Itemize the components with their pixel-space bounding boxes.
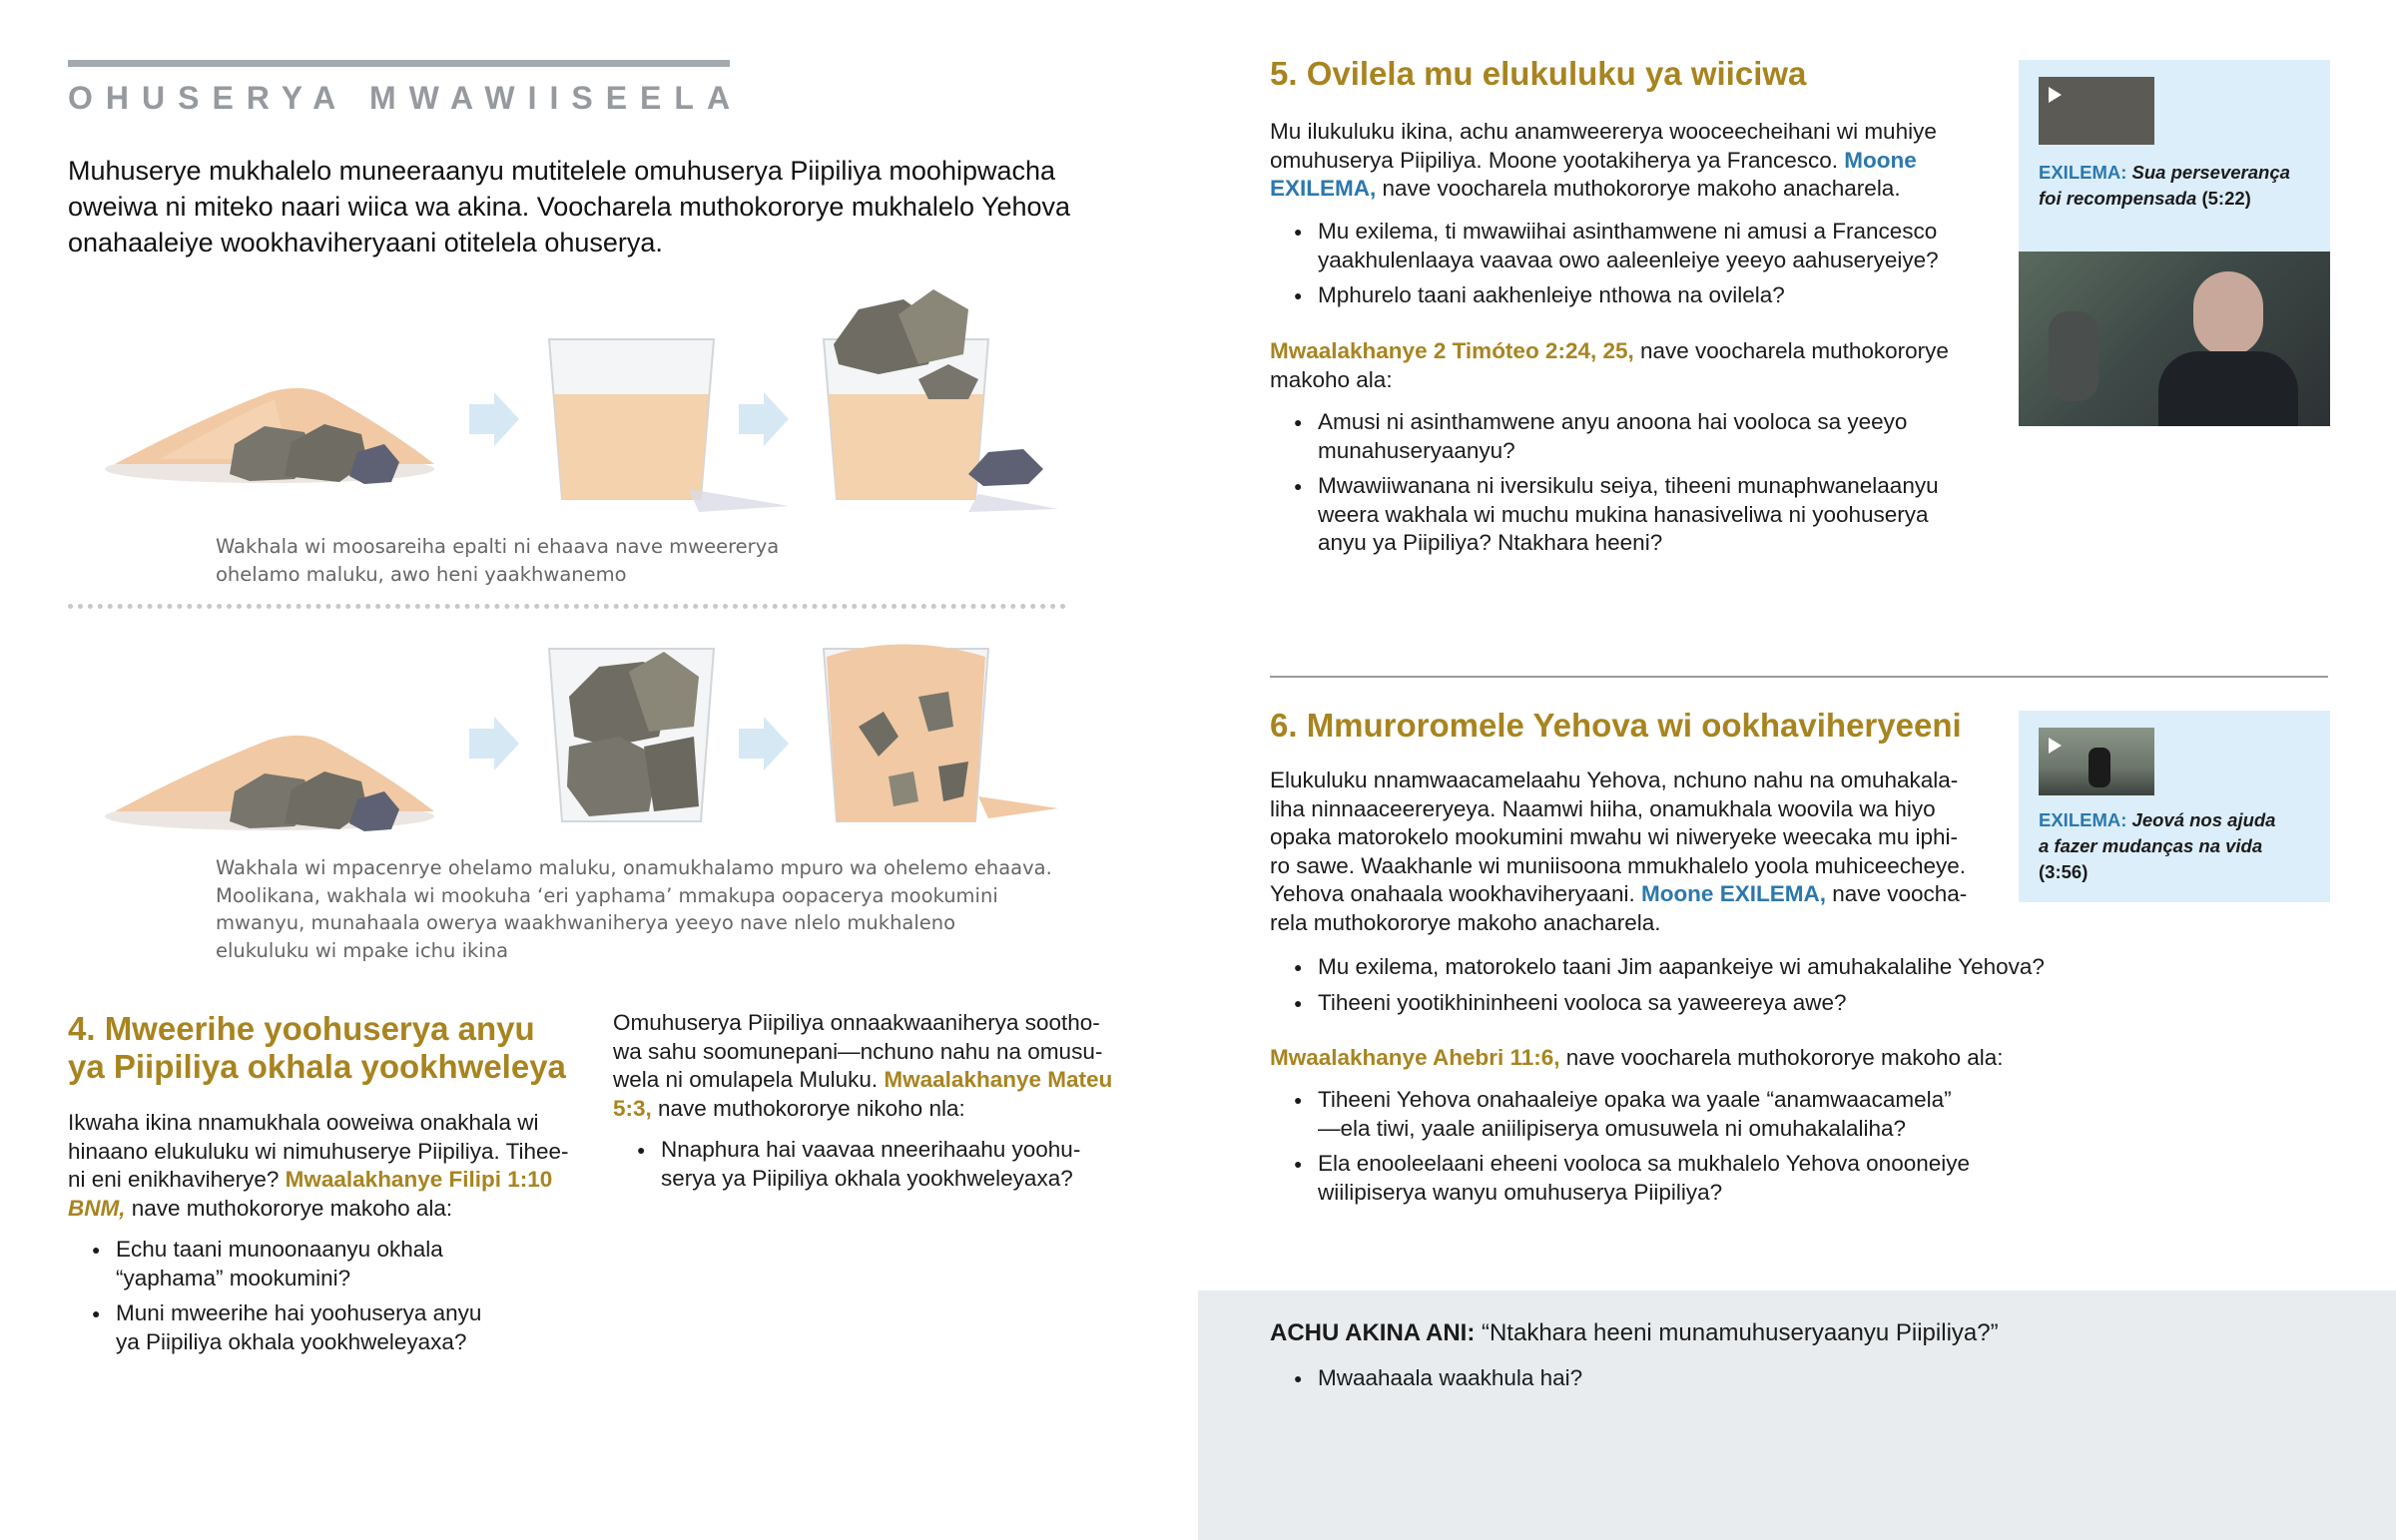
scripture-link-version[interactable]: BNM, xyxy=(68,1195,126,1221)
list-item: ● Muni mweerihe hai yoohuserya anyu ya Piipiliya okhala yookhweleyaxa? xyxy=(68,1299,587,1356)
section-5-title: 5. Ovilela mu elukuluku ya wiiciwa xyxy=(1270,55,1807,92)
section-5-paragraph: Mu ilukuluku ikina, achu anamweererya wooceecheihani wi muhiye omuhuserya Piipiliya. Moone yootakiherya ya Francesco. Moone EXILEMA, nave voocharela muthokororye makoho anacharela. xyxy=(1270,119,1937,201)
scripture-link[interactable]: Mwaalakhanye Filipi 1:10 xyxy=(285,1167,553,1192)
section-6-questions-2 xyxy=(1270,1086,2168,1214)
play-icon[interactable] xyxy=(2049,87,2062,103)
section-5-reading: Mwaalakhanye 2 Timóteo 2:24, 25, nave voocharela muthokororye makoho ala: xyxy=(1270,338,1949,392)
scripture-link[interactable]: Mwaalakhanye Ahebri 11:6, xyxy=(1270,1045,1560,1070)
glass-sand xyxy=(554,394,709,499)
video-thumbnail[interactable] xyxy=(2039,77,2154,145)
person-jacket xyxy=(2158,351,2298,426)
arrow-icon xyxy=(469,717,519,770)
list-item: ● Amusi ni asinthamwene anyu anoona hai vooloca sa yeeyo munahuseryaanyu? xyxy=(1270,408,1989,465)
section-4-questions-1 xyxy=(68,1236,587,1363)
caption-1: Wakhala wi moosareiha epalti ni ehaava nave mweererya ohelamo maluku, awo heni yaakhwanemo xyxy=(216,535,780,586)
arrow-icon xyxy=(739,392,789,446)
section-4-title: 4. Mweerihe yoohuserya anyu ya Piipiliya okhala yookhweleya xyxy=(68,1010,566,1085)
list-item: ● Tiheeni yootikhininheeni vooloca sa yaweereya awe? xyxy=(1270,989,2358,1018)
section-4-paragraph-2: Omuhuserya Piipiliya onnaakwaaniherya sootho- wa sahu soomunepani—nchuno nahu na omusu- wela ni omulapela Muluku. Mwaalakhanye Mateu 5:3, nave muthokororye nikoho nla: xyxy=(613,1010,1113,1121)
video-thumbnail[interactable] xyxy=(2039,728,2154,795)
others-say-question: ACHU AKINA ANI: “Ntakhara heeni munamuhuseryaanyu Piipiliya?” xyxy=(1270,1319,1999,1346)
header-rule xyxy=(68,60,730,67)
background-person xyxy=(2049,311,2098,401)
list-item: ● Mu exilema, ti mwawiihai asinthamwene ni amusi a Francesco yaakhulenlaaya vaavaa owo aaleenleiye yeeyo aahuseryeiye? xyxy=(1270,218,1989,274)
list-item: ● Ela enooleelaani eheeni vooloca sa mukhalelo Yehova onooneiye wiilipiserya wanyu omuhuserya Piipiliya? xyxy=(1270,1150,2168,1207)
section-4-paragraph-1: Ikwaha ikina nnamukhala ooweiwa onakhala wi hinaano elukuluku wi nimuhuserye Piipiliya. Tihee- ni eni enikhaviherye? Mwaalakhanye Filipi 1:10 BNM, nave muthokororye makoho ala: xyxy=(68,1110,569,1221)
scripture-link-verse[interactable]: 5:3, xyxy=(613,1095,652,1121)
others-say-bullets xyxy=(1270,1364,2168,1400)
rock xyxy=(889,771,918,806)
list-item: ● Mphurelo taani aakhenleiye nthowa na ovilela? xyxy=(1270,281,1989,310)
section-6-paragraph: Elukuluku nnamwaacamelaahu Yehova, nchuno nahu na omuhakala- liha ninnaaceereryeya. Naamwi hiiha, onamukhala woovila wa hiyo opaka matorokelo mookumini mwahu wi niweryeke weecaka mu iphi- ro sawe. Waakhanle wi muniisoona mmukhalelo yoola muhiceecheye. Yehova onahaala wookhaviheryaani. Moone EXILEMA, nave voocha- rela muthokororye makoho anacharela. xyxy=(1270,768,1968,935)
illustration-rocks-after-sand xyxy=(100,284,1078,524)
scripture-link[interactable]: Mwaalakhanye Mateu xyxy=(884,1067,1113,1092)
play-icon[interactable] xyxy=(2049,738,2062,754)
illustration-rocks-first xyxy=(100,637,1078,851)
arrow-icon xyxy=(469,392,519,446)
video-box[interactable] xyxy=(2019,60,2330,252)
person-face xyxy=(2193,271,2263,356)
caption-2: Wakhala wi mpacenrye ohelamo maluku, onamukhalamo mpuro wa ohelemo ehaava. Moolikana, wakhala wi mookuha ‘eri yaphama’ mmakupa oopacerya mookumini mwanyu, munahaala owerya waakhwaniherya yeeyo nave nlelo mukhaleno elukuluku wi mpake ichu ikina xyxy=(216,856,1052,962)
section-4-questions-2 xyxy=(613,1136,1172,1200)
video-box[interactable] xyxy=(2019,711,2330,902)
list-item: ● Mu exilema, matorokelo taani Jim aapankeiye wi amuhakalalihe Yehova? xyxy=(1270,953,2358,982)
video-still-image[interactable] xyxy=(2019,252,2330,426)
motorcycle-rider xyxy=(2089,748,2110,787)
video-link[interactable]: EXILEMA, xyxy=(1270,176,1377,201)
list-item: ● Echu taani munoonaanyu okhala “yaphama” mookumini? xyxy=(68,1236,587,1292)
list-item: ● Nnaphura hai vaavaa nneerihaahu yoohu- serya ya Piipiliya okhala yookhweleyaxa? xyxy=(613,1136,1172,1193)
watch-video-link[interactable]: Moone xyxy=(1844,147,1917,173)
video-caption: EXILEMA: Sua perseverança foi recompensada (5:22) xyxy=(2039,162,2290,209)
watch-video-link[interactable]: Moone EXILEMA, xyxy=(1640,881,1826,906)
list-item: ● Mwawiiwanana ni iversikulu seiya, tiheeni munaphwanelaanyu weera wakhala wi muchu mukina hanasiveliwa ni yoohuserya anyu ya Piipiliya? Ntakhara heeni? xyxy=(1270,472,1989,558)
section-divider xyxy=(1270,676,2328,678)
section-6-title: 6. Mmuroromele Yehova wi ookhaviheryeeni xyxy=(1270,707,1962,744)
list-item: ● Mwaahaala waakhula hai? xyxy=(1270,1364,2168,1393)
section-5-questions-1 xyxy=(1270,218,1989,317)
dotted-divider xyxy=(68,604,1066,609)
section-6-reading: Mwaalakhanye Ahebri 11:6, nave voocharela muthokororye makoho ala: xyxy=(1270,1045,2004,1070)
scripture-link[interactable]: Mwaalakhanye 2 Timóteo 2:24, 25, xyxy=(1270,338,1634,363)
section-6-questions-1 xyxy=(1270,953,2358,1024)
intro-paragraph: Muhuserye mukhalelo muneeraanyu mutitelele omuhuserya Piipiliya moohipwacha oweiwa ni miteko naari wiica wa akina. Voocharela muthokororye mukhalelo Yehova onahaaleiye wookhaviheryaani otitelela ohuserya. xyxy=(68,156,1071,257)
list-item: ● Tiheeni Yehova onahaaleiye opaka wa yaale “anamwaacamela” —ela tiwi, yaale aniilipiserya omusuwela ni omuhakalaliha? xyxy=(1270,1086,2168,1143)
arrow-icon xyxy=(739,717,789,770)
section-kicker: OHUSERYA MWAWIISEELA xyxy=(68,80,744,116)
video-caption: EXILEMA: Jeová nos ajuda a fazer mudanças na vida (3:56) xyxy=(2039,809,2276,882)
section-5-questions-2 xyxy=(1270,408,1989,565)
